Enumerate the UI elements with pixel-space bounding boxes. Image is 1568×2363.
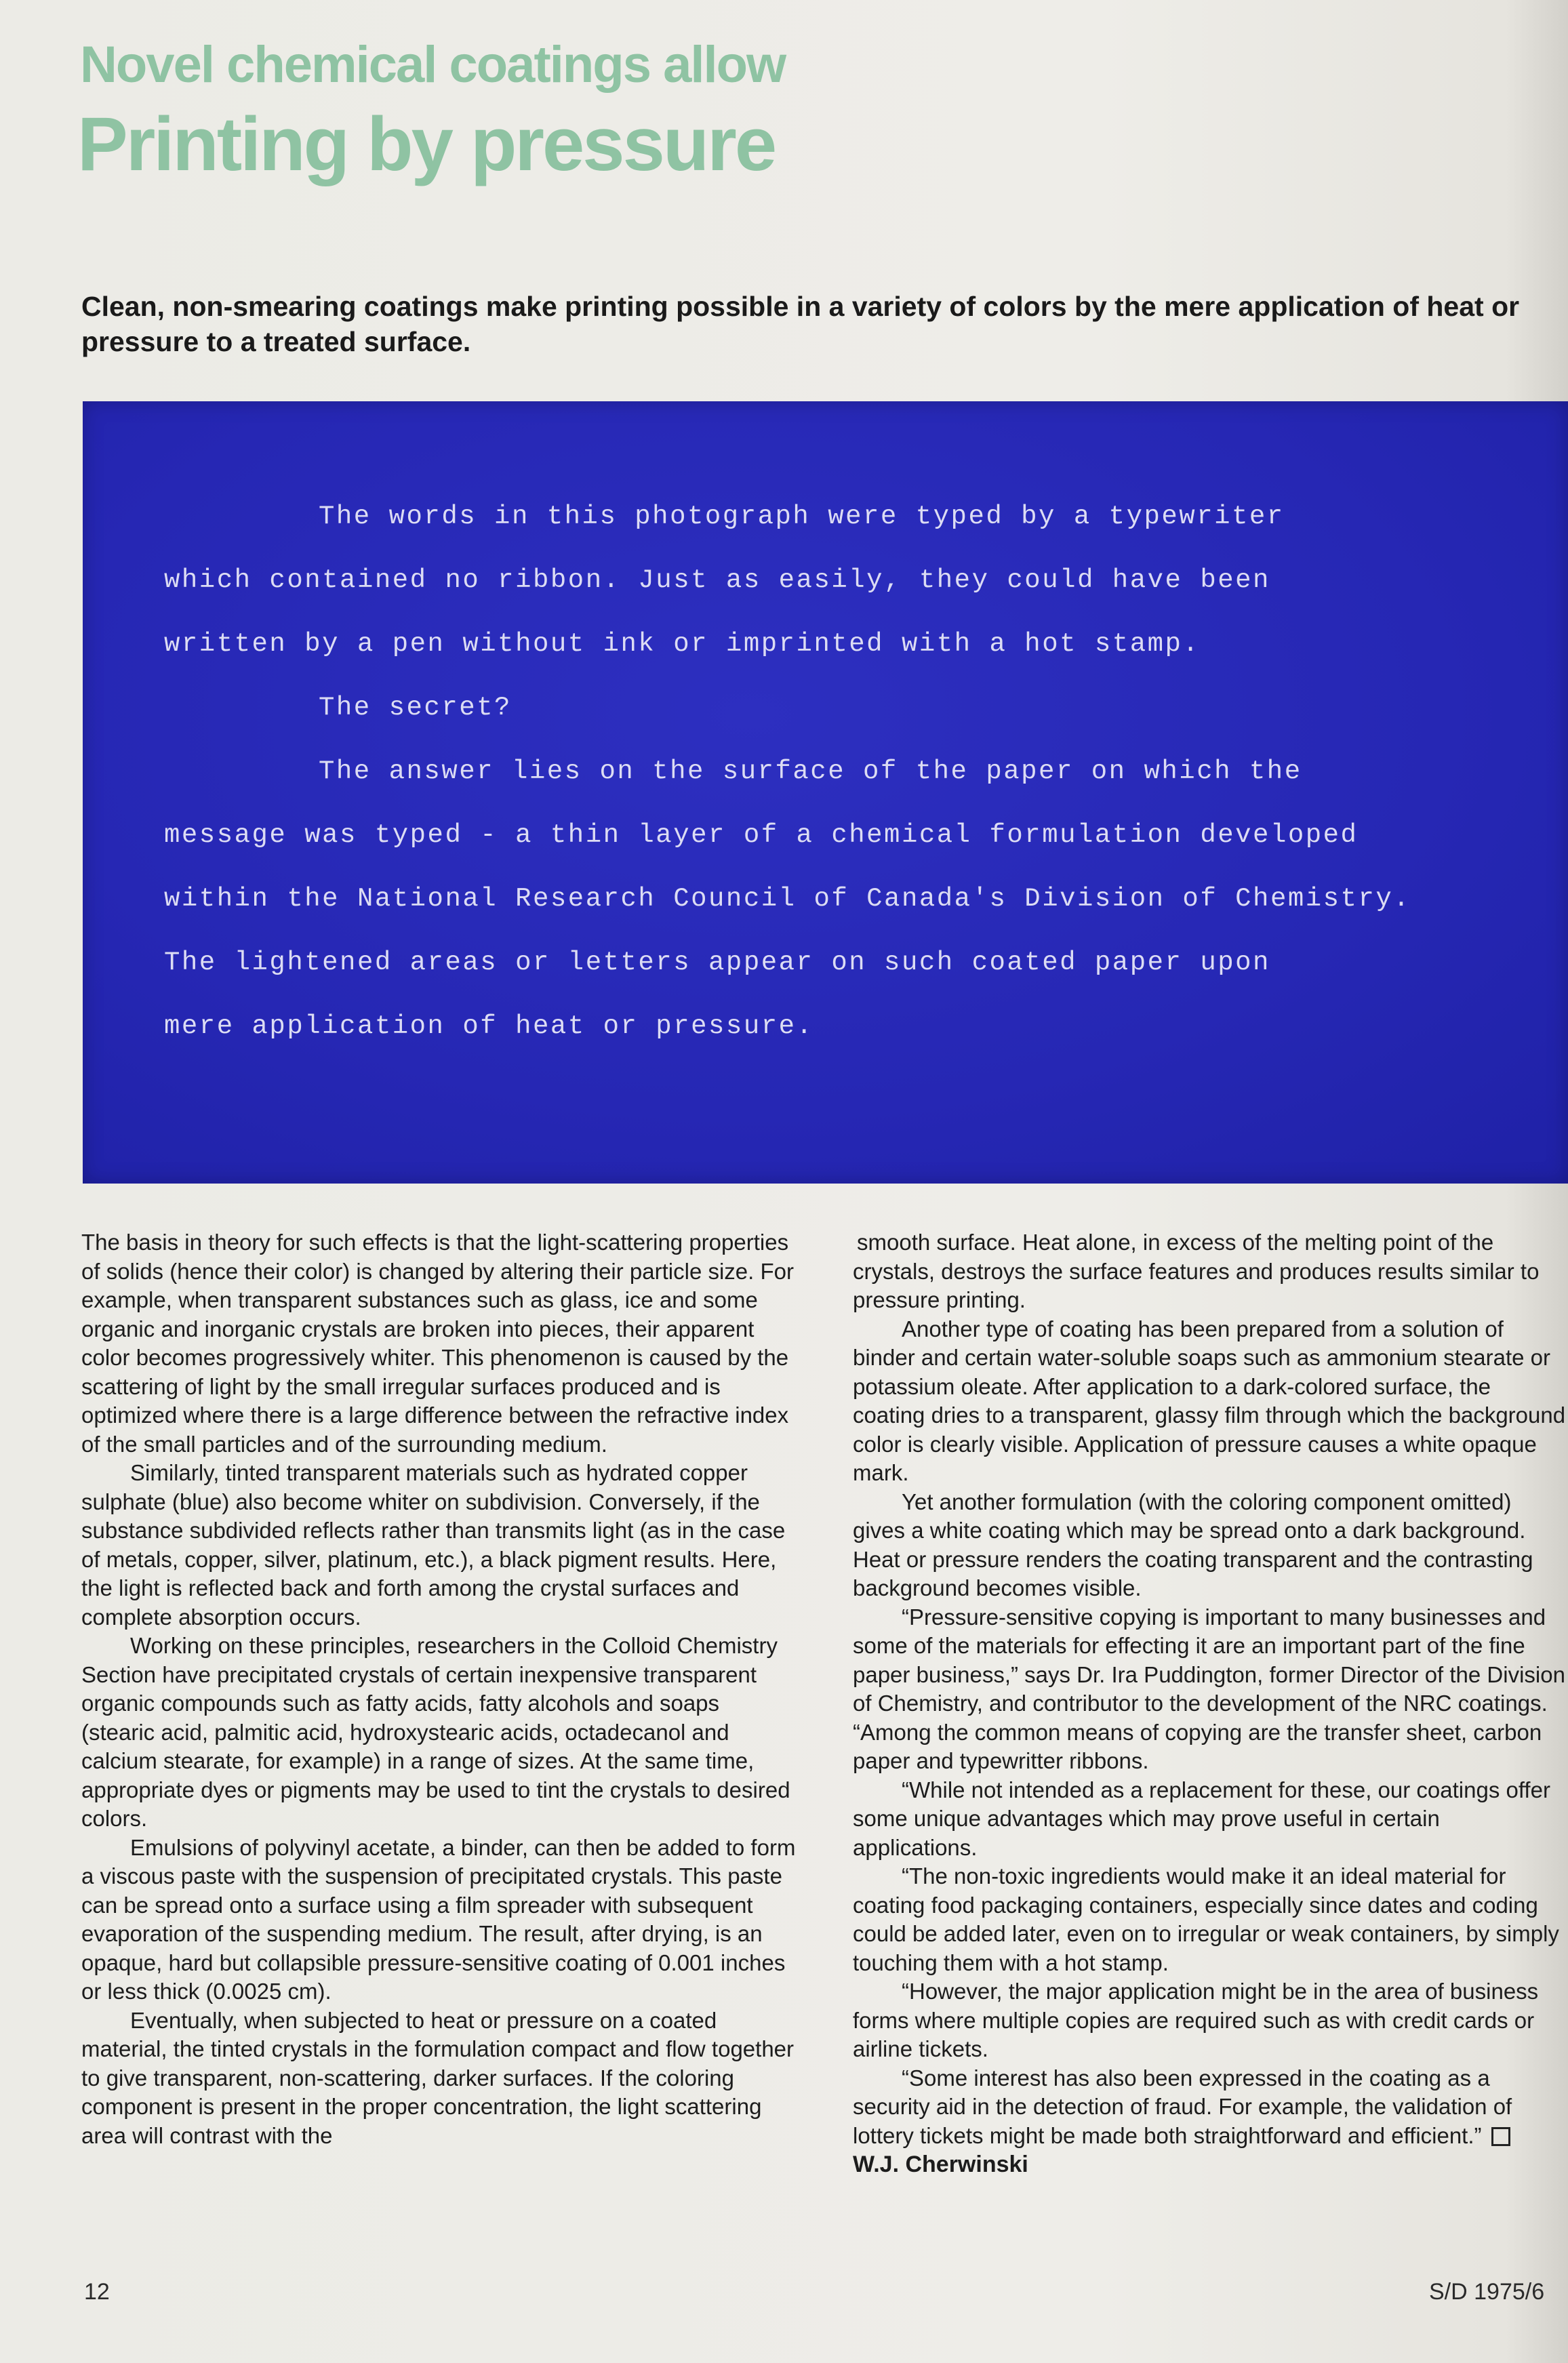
- paragraph: Eventually, when subjected to heat or pressure on a coated material, the tinted crystals in the formulation compact and flow together to give transparent, non-scattering, darker surfaces. If the coloring component is present in the proper concentration, the light scattering area will contrast with the: [81, 2007, 795, 2148]
- paragraph: Similarly, tinted transparent materials such as hydrated copper sulphate (blue) also become whiter on subdivision. Conversely, if the substance subdivided reflects rather than transmits light (as in the case of metals, copper, silver, platinum, etc.), a black pigment results. Here, the light is reflected back and forth among the crystal surfaces and complete absorption occurs.: [81, 1460, 786, 1630]
- left-column: [81, 1228, 797, 2150]
- issue-label: S/D 1975/6: [1429, 2279, 1545, 2305]
- deck: Clean, non-smearing coatings make printing possible in a variety of colors by the mere application of heat or pressure to a treated surface.: [81, 291, 1520, 357]
- paragraph: “While not intended as a replacement for these, our coatings offer some unique advantages which may prove useful in certain applications.: [853, 1777, 1550, 1860]
- byline: W.J. Cherwinski: [853, 2152, 1028, 2177]
- paragraph: The basis in theory for such effects is that the light-scattering properties of solids (hence their color) is changed by altering their particle size. For example, when transparent substances such as glass, ice and some organic and inorganic crystals are broken into pieces, their apparent color becomes progressively whiter. This phenomenon is caused by the scattering of light by the small irregular surfaces produced and is optimized where there is a large difference between the refractive index of the small particles and of the surrounding medium.: [81, 1230, 794, 1457]
- paragraph: “However, the major application might be in the area of business forms where multiple copies are required such as with credit cards or airline tickets.: [853, 1979, 1539, 2061]
- paragraph: [853, 2064, 1566, 2151]
- typed-line: written by a pen without ink or imprinted with a hot stamp.: [164, 629, 1201, 659]
- typed-line: The answer lies on the surface of the paper on which the: [319, 756, 1302, 786]
- end-mark-icon: [1491, 2127, 1510, 2146]
- page-number: 12: [84, 2279, 110, 2305]
- kicker: Novel chemical coatings allow: [80, 36, 786, 94]
- typed-line: message was typed - a thin layer of a chemical formulation developed: [164, 820, 1359, 850]
- paragraph: “Pressure-sensitive copying is important to many businesses and some of the materials for effecting it are an important part of the fine paper business,” says Dr. Ira Puddington, former Director of the Division of Chemistry, and contributor to the development of the NRC coatings. “Among the common means of copying are the transfer sheet, carbon paper and typewritter ribbons.: [853, 1604, 1565, 1773]
- typed-photo: [83, 401, 1568, 1184]
- paragraph: Working on these principles, researchers in the Colloid Chemistry Section have precipitated crystals of certain inexpensive transparent organic compounds such as fatty acids, fatty alcohols and soaps (stearic acid, palmitic acid, hydroxystearic acids, octadecanol and calcium stearate, for example) in a range of sizes. At the same time, appropriate dyes or pigments may be used to tint the crystals to desired colors.: [81, 1633, 790, 1831]
- paragraph-text: “Some interest has also been expressed in the coating as a security aid in the detection of fraud. For example, the validation of lottery tickets might be made both straightforward and efficient.”: [853, 2065, 1512, 2148]
- typed-line: The words in this photograph were typed by a typewriter: [319, 502, 1285, 531]
- paragraph: Emulsions of polyvinyl acetate, a binder, can then be added to form a viscous paste with the suspension of precipitated crystals. This paste can be spread onto a surface using a film spreader with subsequent evaporation of the suspending medium. The result, after drying, is an opaque, hard but collapsible pressure-sensitive coating of 0.001 inches or less thick (0.0025 cm).: [81, 1834, 796, 2004]
- typed-line: The secret?: [319, 693, 512, 723]
- paragraph: “The non-toxic ingredients would make it an ideal material for coating food packaging containers, especially since dates and coding could be added later, even on to irregular or weak containers, by simply touching them with a hot stamp.: [853, 1863, 1559, 1975]
- typed-line: The lightened areas or letters appear on such coated paper upon: [164, 948, 1270, 977]
- typed-line: within the National Research Council of Canada's Division of Chemistry.: [164, 884, 1411, 914]
- typed-line: which contained no ribbon. Just as easily, they could have been: [164, 565, 1270, 595]
- typed-line: mere application of heat or pressure.: [164, 1011, 814, 1041]
- right-column: [853, 1228, 1566, 2179]
- paragraph: smooth surface. Heat alone, in excess of the melting point of the crystals, destroys the surface features and produces results similar to pressure printing.: [853, 1230, 1540, 1312]
- headline: Printing by pressure: [77, 102, 776, 186]
- paragraph: Yet another formulation (with the coloring component omitted) gives a white coating which may be spread onto a dark background. Heat or pressure renders the coating transparent and the contrasting background becomes visible.: [853, 1489, 1533, 1600]
- article-body: [0, 1228, 1568, 2245]
- paragraph: Another type of coating has been prepared from a solution of binder and certain water-soluble soaps such as ammonium stearate or potassium oleate. After application to a dark-colored surface, the coating dries to a transparent, glassy film through which the background color is clearly visible. Application of pressure causes a white opaque mark.: [853, 1316, 1566, 1485]
